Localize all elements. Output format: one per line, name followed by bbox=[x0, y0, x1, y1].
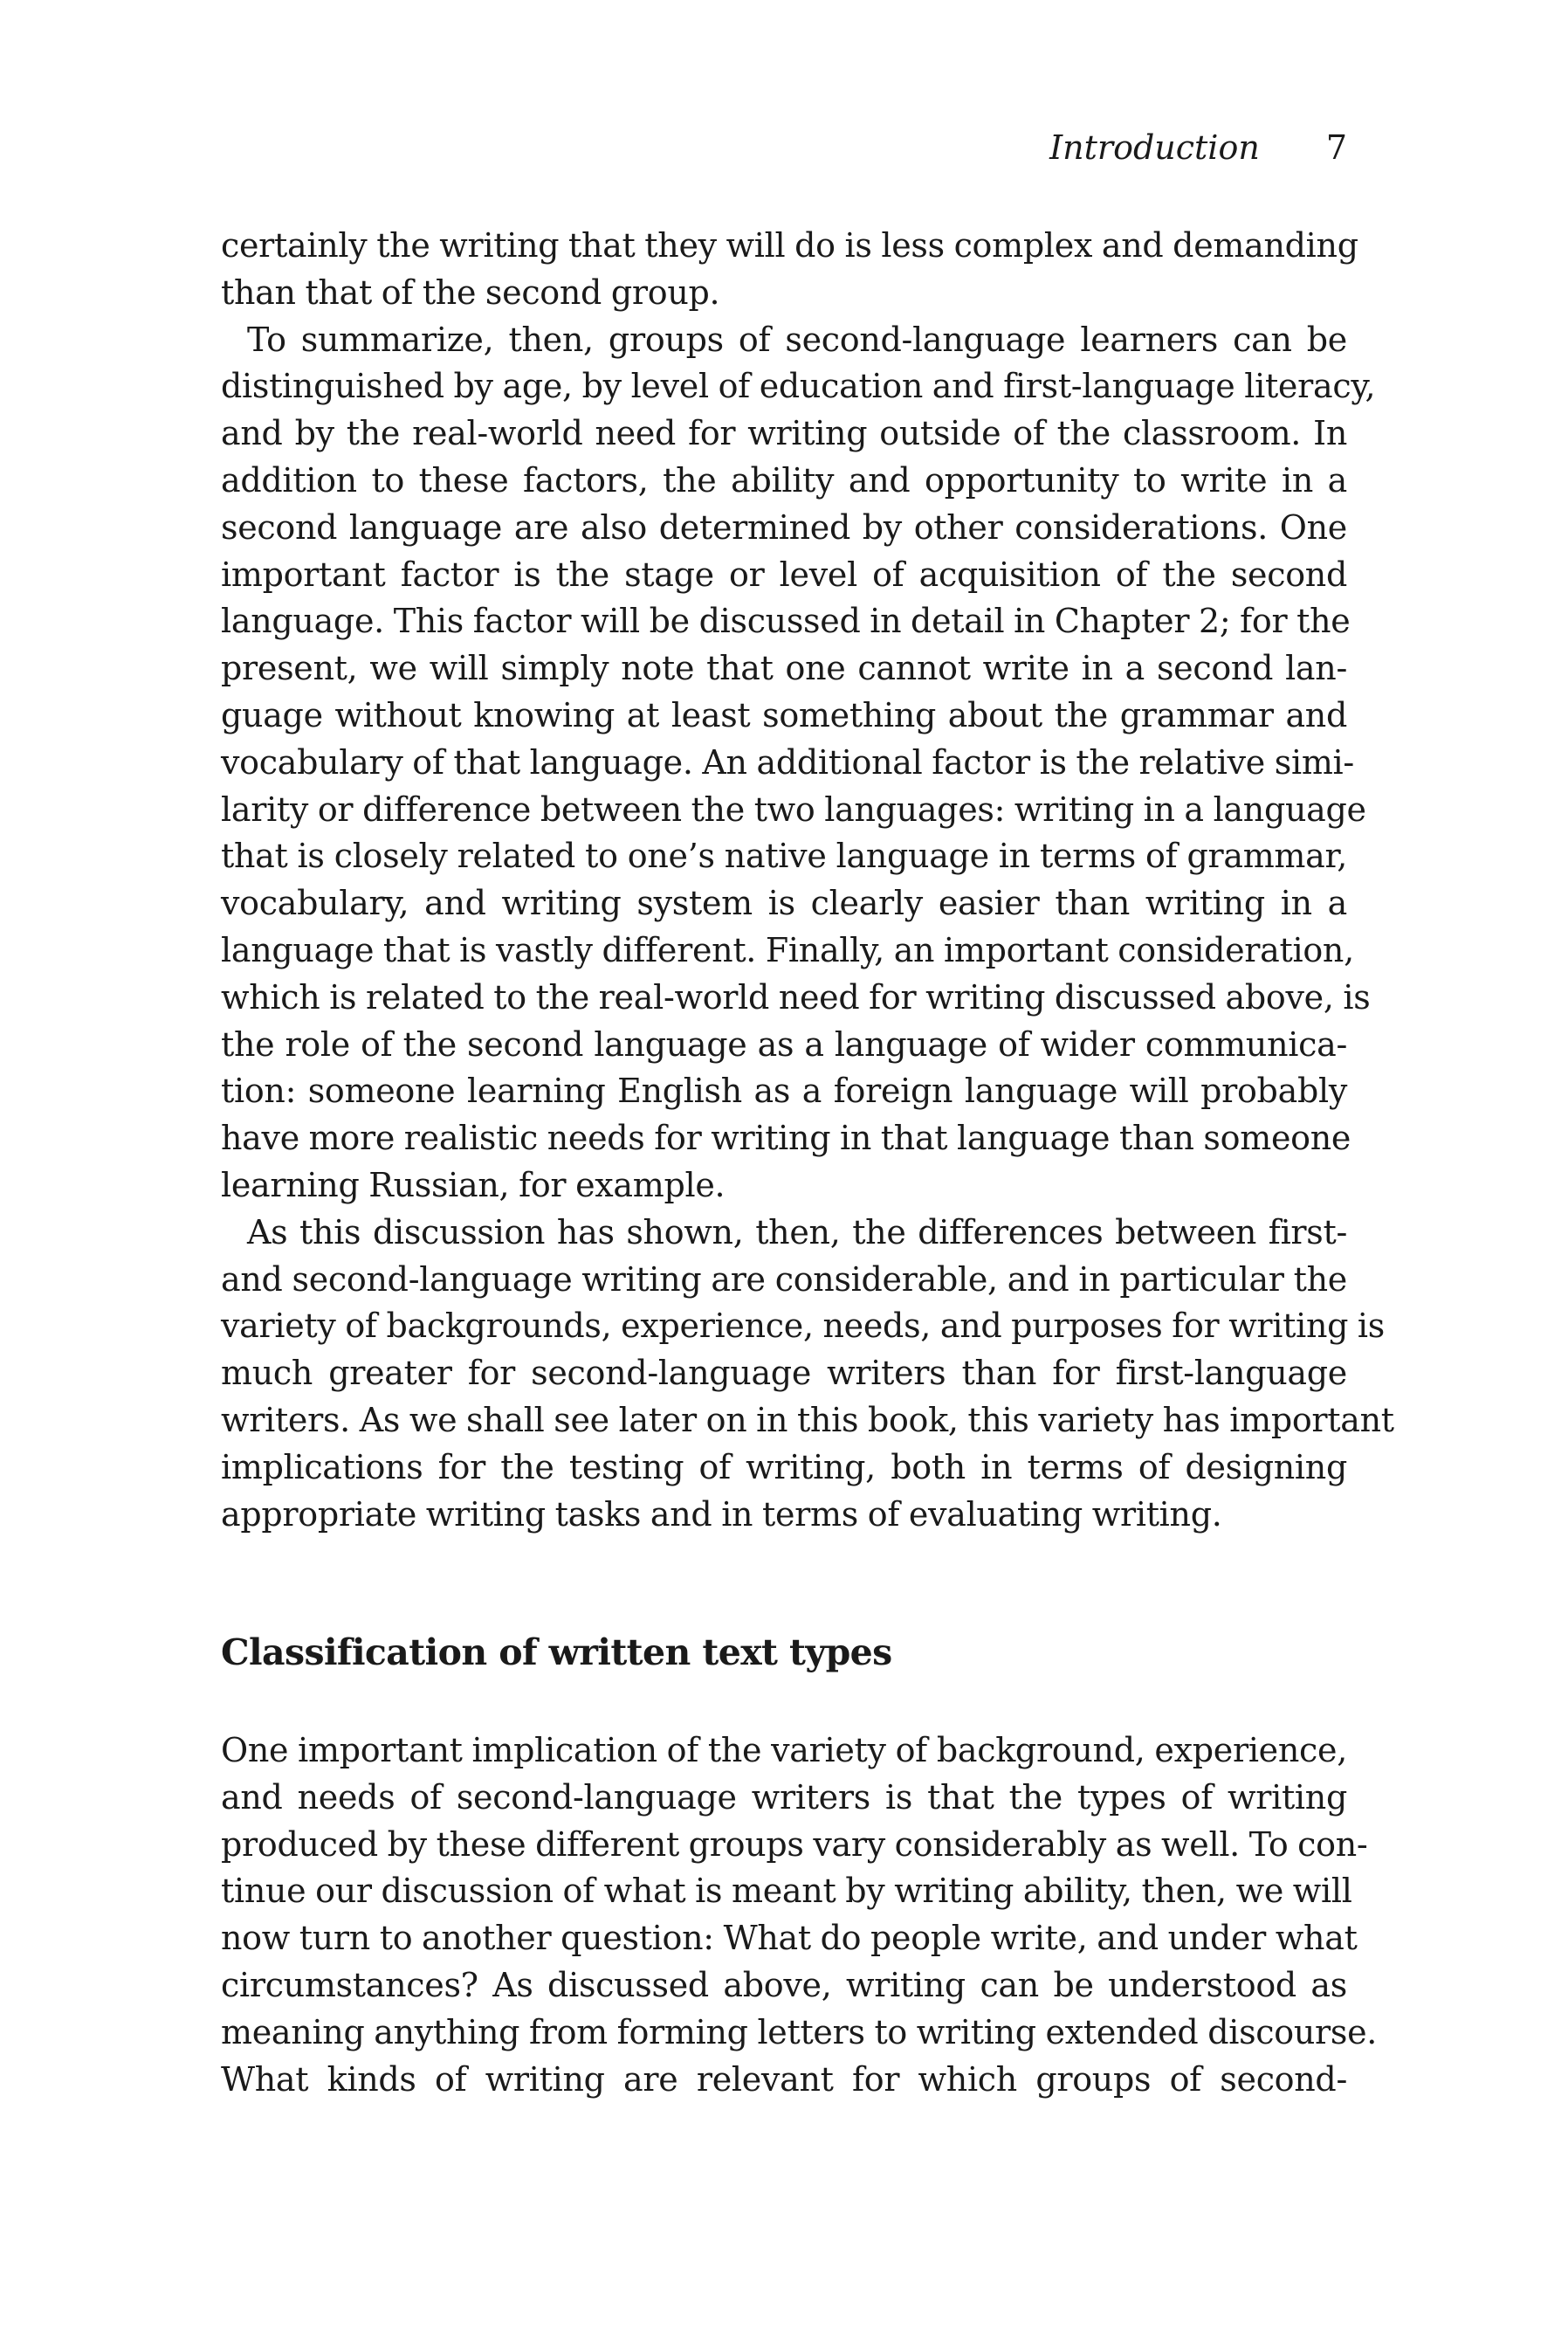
text-line: One important implication of the variety of background, experience, bbox=[221, 1731, 1347, 1769]
text-line: To summarize, then, groups of second-language learners can be bbox=[247, 320, 1347, 359]
text-line: guage without knowing at least something about the grammar and bbox=[221, 695, 1347, 734]
text-line: now turn to another question: What do people write, and under what bbox=[221, 1919, 1358, 1958]
text-line: vocabulary, and writing system is clearly easier than writing in a bbox=[221, 884, 1347, 923]
text-line: present, we will simply note that one cannot write in a second lan- bbox=[221, 649, 1347, 688]
text-line: addition to these factors, the ability and opportunity to write in a bbox=[221, 460, 1347, 500]
text-line: learning Russian, for example. bbox=[221, 1165, 726, 1204]
text-line: second language are also determined by other considerations. One bbox=[221, 507, 1347, 547]
text-line: which is related to the real-world need for writing discussed above, is bbox=[221, 977, 1371, 1017]
text-line: tinue our discussion of what is meant by writing ability, then, we will bbox=[221, 1872, 1352, 1911]
text-line: and by the real-world need for writing outside of the classroom. In bbox=[221, 414, 1347, 453]
running-head-title: Introduction bbox=[1049, 128, 1260, 167]
text-line: much greater for second-language writers than for first-language bbox=[221, 1354, 1347, 1393]
text-line: circumstances? As discussed above, writing can be understood as bbox=[221, 1965, 1347, 2004]
text-line: vocabulary of that language. An additional factor is the relative simi- bbox=[221, 742, 1354, 782]
text-line: certainly the writing that they will do is less complex and demanding bbox=[221, 226, 1358, 265]
text-line: implications for the testing of writing, both in terms of designing bbox=[221, 1447, 1347, 1486]
body-text-top bbox=[221, 223, 1394, 1538]
paragraph bbox=[221, 223, 1358, 317]
text-line: have more realistic needs for writing in that language than someone bbox=[221, 1119, 1351, 1158]
text-line: writers. As we shall see later on in this book, this variety has important bbox=[221, 1400, 1394, 1439]
paragraph bbox=[221, 1727, 1378, 2103]
text-line: and needs of second-language writers is that the types of writing bbox=[221, 1777, 1347, 1817]
text-line: important factor is the stage or level of acquisition of the second bbox=[221, 555, 1347, 594]
text-line: language that is vastly different. Finally, an important consideration, bbox=[221, 930, 1354, 969]
text-line: tion: someone learning English as a foreign language will probably bbox=[221, 1072, 1347, 1111]
text-line: distinguished by age, by level of education and first-language literacy, bbox=[221, 367, 1376, 406]
body-text-bottom bbox=[221, 1727, 1378, 2103]
text-line: larity or difference between the two languages: writing in a language bbox=[221, 789, 1366, 829]
section-heading: Classification of written text types bbox=[221, 1631, 892, 1673]
page-number: 7 bbox=[1325, 128, 1347, 167]
text-line: produced by these different groups vary considerably as well. To con- bbox=[221, 1824, 1368, 1864]
text-line: than that of the second group. bbox=[221, 272, 720, 312]
paragraph bbox=[221, 1210, 1394, 1539]
text-line: appropriate writing tasks and in terms of evaluating writing. bbox=[221, 1494, 1222, 1534]
text-line: that is closely related to one’s native language in terms of grammar, bbox=[221, 837, 1347, 876]
text-line: What kinds of writing are relevant for which groups of second- bbox=[221, 2059, 1347, 2099]
text-line: language. This factor will be discussed in detail in Chapter 2; for the bbox=[221, 602, 1351, 641]
text-line: As this discussion has shown, then, the differences between first- bbox=[247, 1212, 1347, 1251]
text-line: variety of backgrounds, experience, needs, and purposes for writing is bbox=[221, 1306, 1385, 1346]
text-line: the role of the second language as a language of wider communica- bbox=[221, 1024, 1347, 1064]
text-line: meaning anything from forming letters to writing extended discourse. bbox=[221, 2012, 1378, 2051]
text-line: and second-language writing are considerable, and in particular the bbox=[221, 1259, 1347, 1299]
paragraph bbox=[221, 317, 1376, 1210]
running-head bbox=[1049, 127, 1347, 169]
